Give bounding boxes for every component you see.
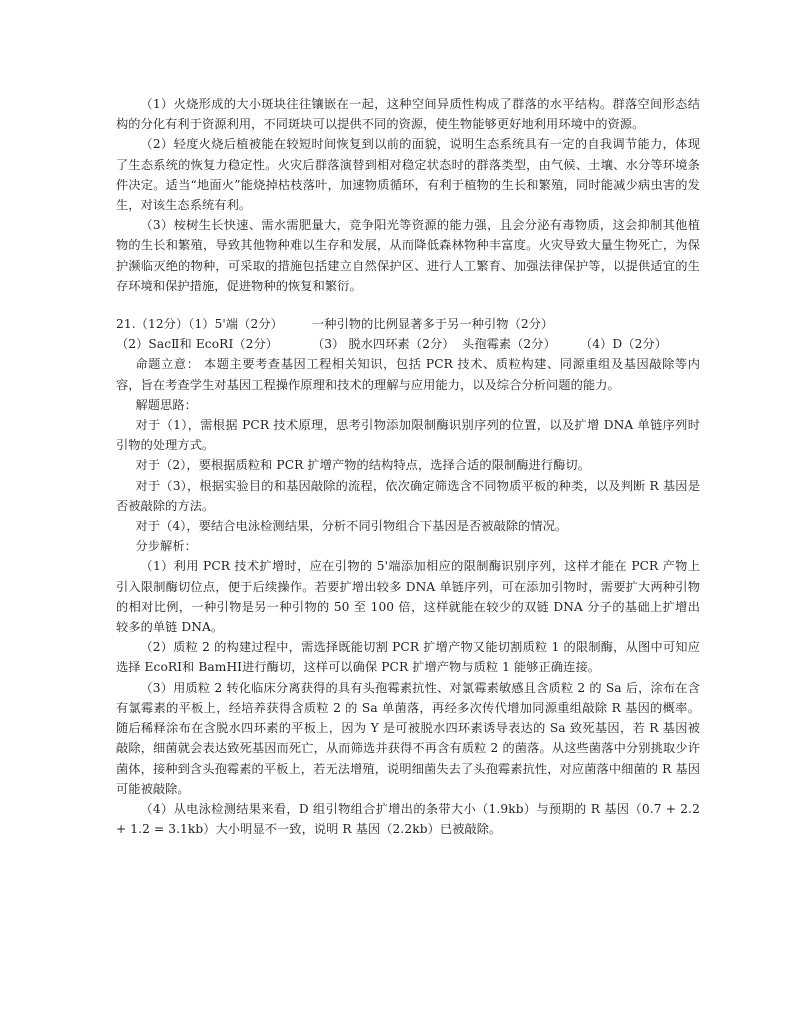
steps-title: 分步解析： — [135, 539, 197, 554]
answer-21-part3: （3） 脱水四环素（2分） — [312, 337, 455, 352]
answer-21-part2: （2）SacⅡ和 EcoRⅠ（2分） — [116, 337, 279, 352]
step-1: （1）利用 PCR 技术扩增时，应在引物的 5'端添加相应的限制酶识别序列，这样才能在 PCR 产物上引入限制酶切位点，便于后续操作。若要扩增出较多 DNA 单链序列，可在添加引物时，需要扩大两种引物的相对比例，一种引物是另一种引物的 50 至 100 倍，这样就能在较少的双链 DNA 分子的基础上扩增出较多的单链 DNA。 — [116, 559, 700, 635]
paragraph-20-2: （2）轻度火烧后植被能在较短时间恢复到以前的面貌，说明生态系统具有一定的自我调节能力，体现了生态系统的恢复力稳定性。火灾后群落演替到相对稳定状态时的群落类型，由气候、土壤、水分等环境条件决定。适当“地面火”能烧掉枯枝落叶，加速物质循环，有利于植物的生长和繁殖，同时能减少病虫害的发生，对该生态系统有利。 — [116, 137, 700, 213]
answer-line-2 — [116, 334, 700, 354]
approach-1: 对于（1），需根据 PCR 技术原理，思考引物添加限制酶识别序列的位置，以及扩增 DNA 单链序列时引物的处理方式。 — [116, 418, 700, 453]
approach-3: 对于（3），根据实验目的和基因敲除的流程，依次确定筛选含不同物质平板的种类，以及判断 R 基因是否被敲除的方法。 — [116, 478, 700, 513]
answer-21-part3b: 头孢霉素（2分） — [462, 337, 556, 352]
answer-21-part1-note: 一种引物的比例显著多于另一种引物（2分） — [312, 317, 554, 332]
step-2: （2）质粒 2 的构建过程中，需选择既能切割 PCR 扩增产物又能切割质粒 1 的限制酶，从图中可知应选择 EcoRⅠ和 BamHⅠ进行酶切，这样可以确保 PCR 扩增产物与质粒 1 能够正确连接。 — [116, 640, 700, 675]
paragraph-20-1: （1）火烧形成的大小斑块往往镶嵌在一起，这种空间异质性构成了群落的水平结构。群落空间形态结构的分化有利于资源利用，不同斑块可以提供不同的资源，使生物能够更好地利用环境中的资源。 — [116, 97, 700, 132]
section-gap — [116, 296, 700, 314]
approach-title: 解题思路： — [135, 397, 197, 412]
paragraph-20-3: （3）桉树生长快速、需水需肥量大，竞争阳光等资源的能力强，且会分泌有毒物质，这会抑制其他植物的生长和繁殖，导致其他物种难以生存和发展，从而降低森林物种丰富度。火灾导致大量生物死亡，为保护濒临灭绝的物种，可采取的措施包括建立自然保护区、进行人工繁育、加强法律保护等，以提供适宜的生存环境和保护措施，促进物种的恢复和繁衍。 — [116, 218, 700, 293]
intent-paragraph: 命题立意： 本题主要考查基因工程相关知识，包括 PCR 技术、质粒构建、同源重组及基因敲除等内容，旨在考查学生对基因工程操作原理和技术的理解与应用能力，以及综合分析问题的能力。 — [116, 357, 700, 392]
step-3: （3）用质粒 2 转化临床分离获得的具有头孢霉素抗性、对氯霉素敏感且含质粒 2 的 Sa 后，涂布在含有氯霉素的平板上，经培养获得含质粒 2 的 Sa 单菌落，再经多次传代增加同源重组敲除 R 基因的概率。随后稀释涂布在含脱水四环素的平板上，因为 Y 是可被脱水四环素诱导表达的 Sa 致死基因，若 R 基因被敲除，细菌就会表达致死基因而死亡，从而筛选并获得不再含有质粒 2 的菌落。从这些菌落中分别挑取少许菌体，接种到含头孢霉素的平板上，若无法增殖，说明细菌失去了头孢霉素抗性，对应菌落中细菌的 R 基因可能被敲除。 — [116, 680, 700, 796]
answer-21-part1: 21.（12分）（1）5'端（2分） — [116, 317, 283, 332]
approach-2: 对于（2），要根据质粒和 PCR 扩增产物的结构特点，选择合适的限制酶进行酶切。 — [135, 458, 590, 473]
step-4: （4）从电泳检测结果来看，D 组引物组合扩增出的条带大小（1.9kb）与预期的 R 基因（0.7 + 2.2 + 1.2 = 3.1kb）大小明显不一致，说明 R 基因（2.2kb）已被敲除。 — [116, 801, 700, 837]
answer-document — [116, 94, 700, 839]
approach-4: 对于（4），要结合电泳检测结果，分析不同引物组合下基因是否被敲除的情况。 — [135, 519, 568, 534]
answer-21-part4: （4）D（2分） — [580, 337, 668, 352]
answer-line-1 — [116, 314, 700, 334]
